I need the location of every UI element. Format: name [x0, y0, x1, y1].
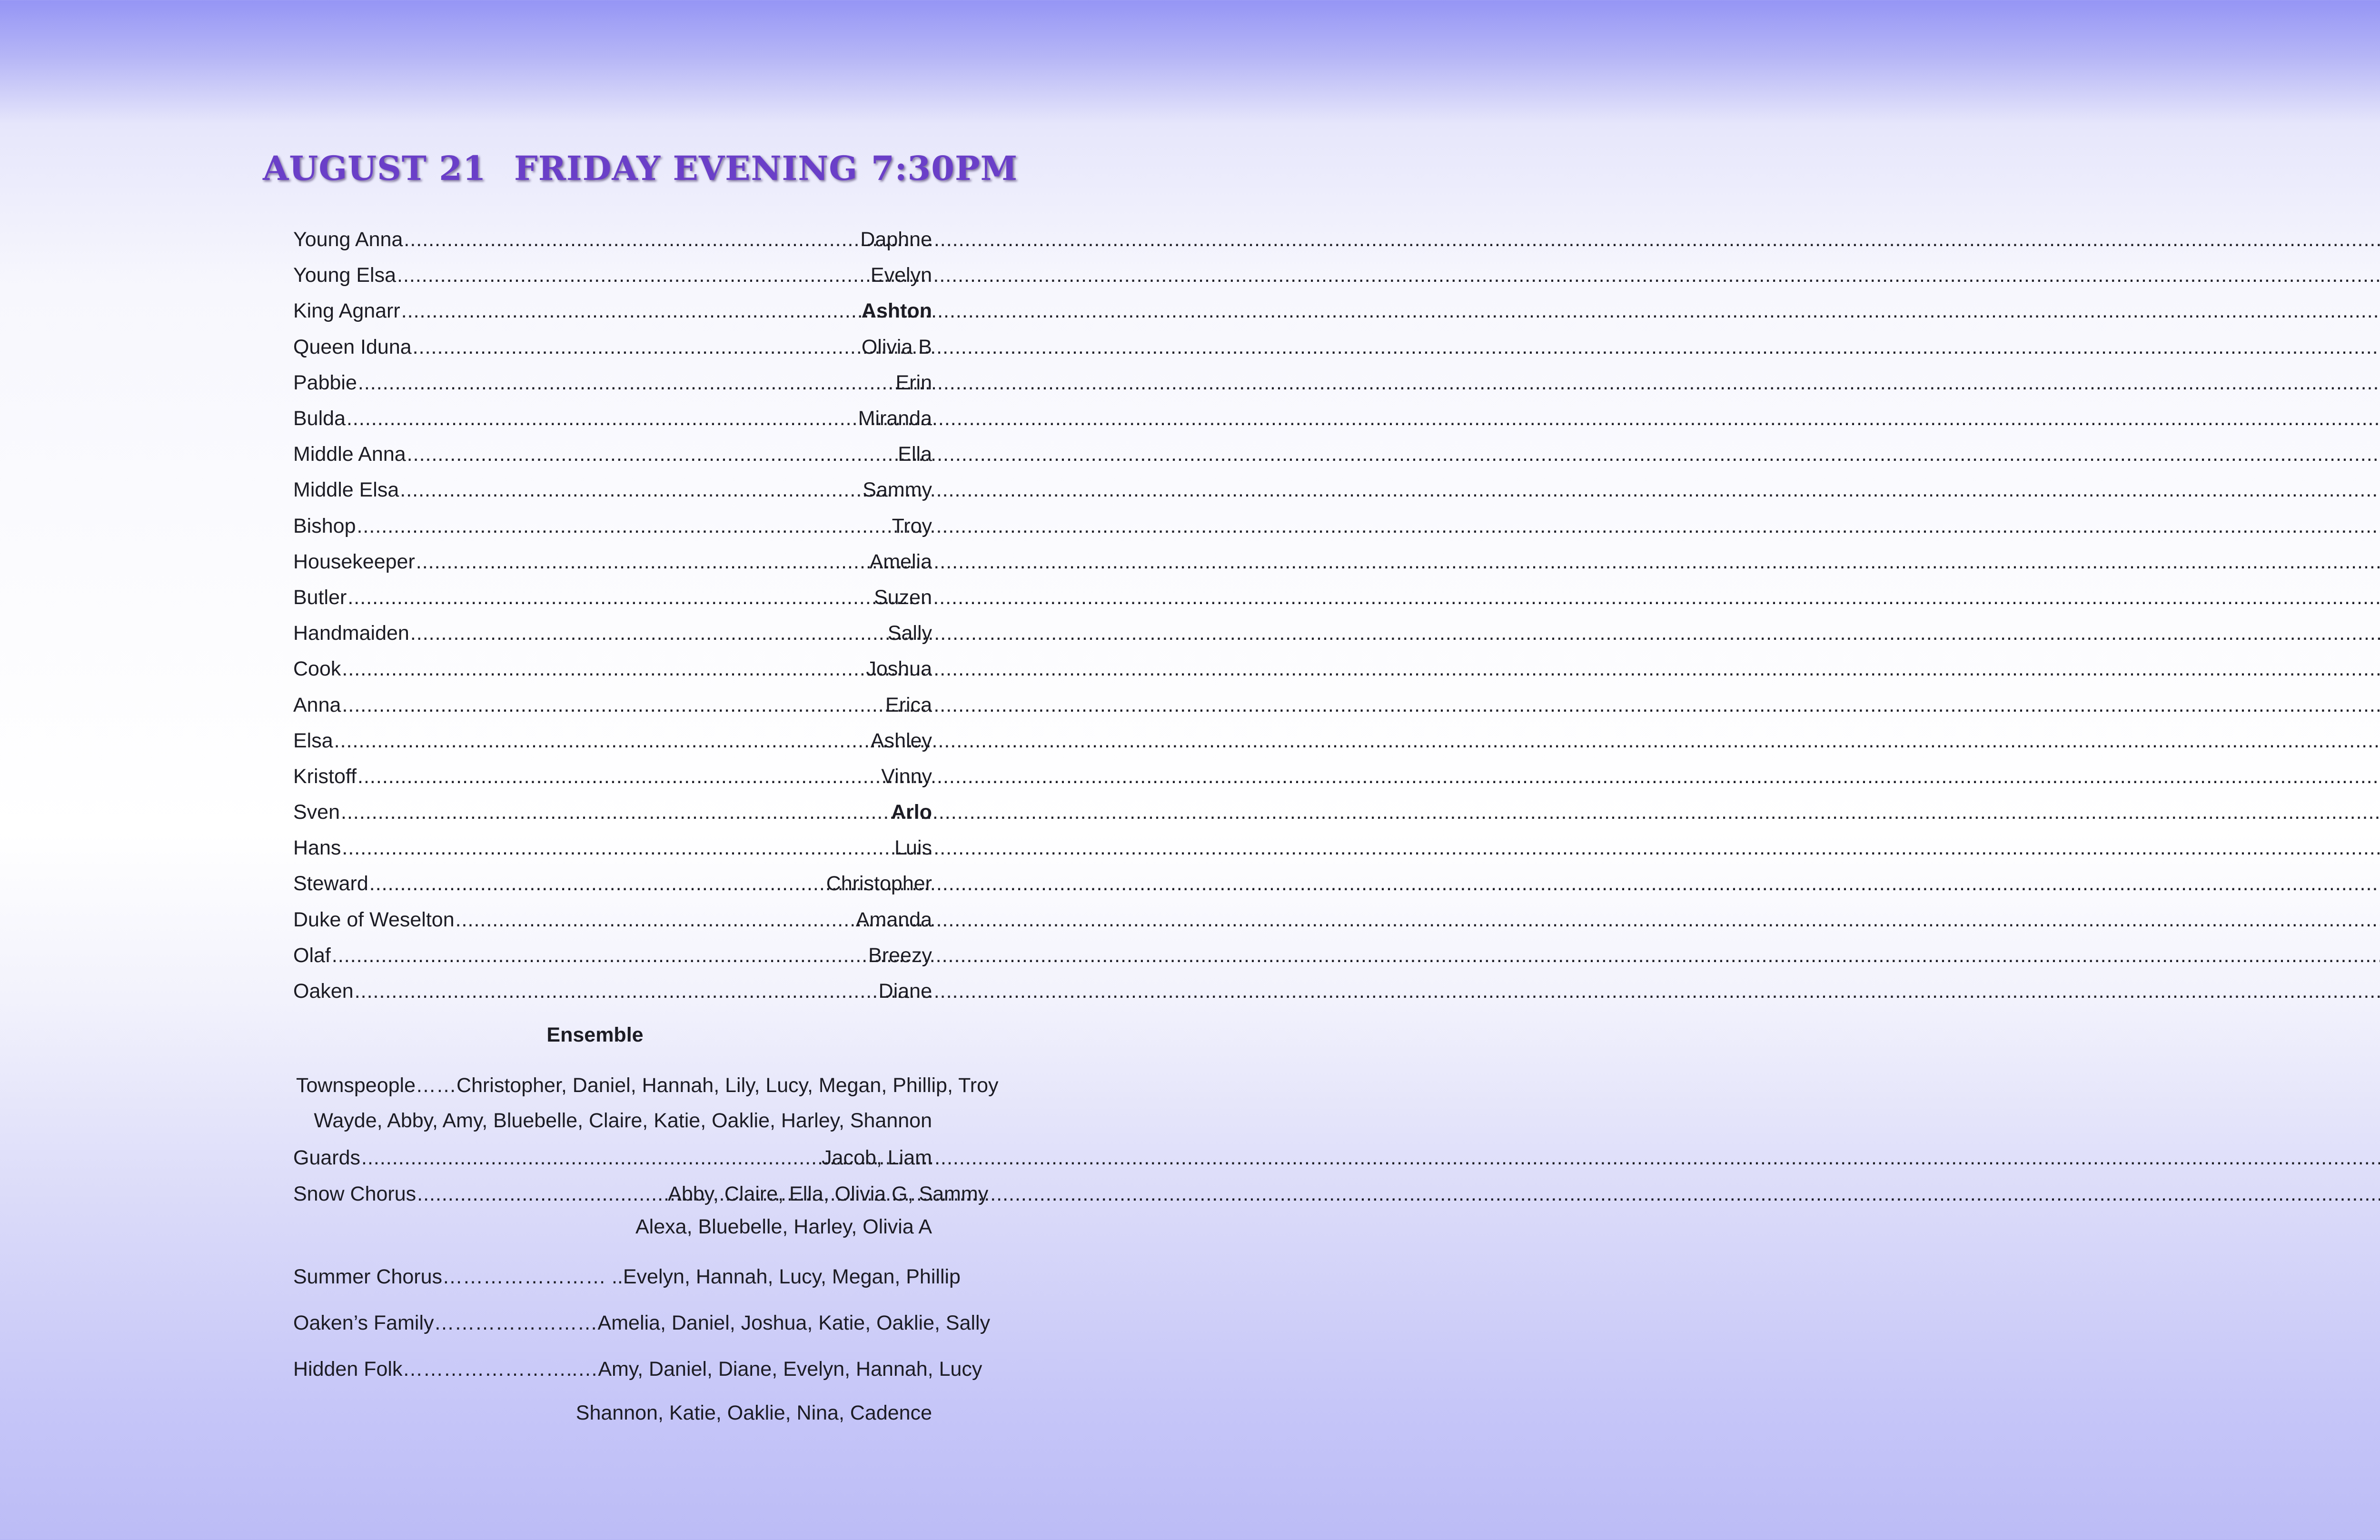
- cast-row: [293, 258, 932, 293]
- actor-name: Amanda: [855, 908, 932, 931]
- ensemble-group-label: Townspeople……: [296, 1073, 457, 1097]
- ensemble-group-label: Guards: [293, 1146, 361, 1169]
- actor-name: Ashton: [861, 299, 932, 323]
- role-name: Housekeeper: [293, 550, 415, 573]
- performance-time: 7:30PM: [871, 149, 1018, 188]
- dot-leader: [342, 836, 893, 860]
- role-name: King Agnarr: [293, 299, 400, 323]
- ensemble-guards-row: [293, 1143, 932, 1172]
- dot-leader: [361, 1146, 821, 1170]
- cast-row: [293, 866, 932, 902]
- dot-leader: [355, 980, 878, 1003]
- dot-leader: [416, 550, 869, 574]
- role-name: Middle Anna: [293, 443, 406, 466]
- cast-row: [293, 401, 932, 437]
- cast-row: [293, 437, 932, 472]
- dot-leader: [417, 1182, 667, 1206]
- ensemble-actors: Christopher, Daniel, Hannah, Lily, Lucy, Megan, Phillip, Troy: [456, 1073, 999, 1097]
- actor-name: Luis: [894, 836, 932, 860]
- cast-row: [293, 974, 932, 1009]
- ensemble-actors: Abby, Claire, Ella, Olivia G, Sammy: [668, 1182, 989, 1205]
- ensemble-heading: Ensemble: [546, 1023, 644, 1046]
- cast-row: [293, 365, 932, 401]
- dot-leader: [334, 729, 870, 753]
- role-name: Cook: [293, 657, 341, 681]
- role-name: Duke of Weselton: [293, 908, 455, 931]
- dot-leader: [357, 515, 891, 538]
- cast-list: [293, 222, 932, 1009]
- role-name: Handmaiden: [293, 622, 409, 645]
- role-name: Young Elsa: [293, 264, 396, 287]
- performance-date: AUGUST 21: [263, 149, 486, 188]
- cast-row: [293, 830, 932, 866]
- role-name: Anna: [293, 693, 341, 716]
- dot-leader: [358, 371, 895, 395]
- actor-name: Ashley: [870, 729, 932, 752]
- ellipsis-leader: ……………………..…: [402, 1357, 598, 1381]
- cast-row: [293, 508, 932, 544]
- actor-name: Arlo: [891, 801, 932, 824]
- role-name: Sven: [293, 801, 340, 824]
- actor-name: Christopher: [826, 872, 932, 895]
- actor-name: Amelia: [869, 550, 932, 573]
- role-name: Middle Elsa: [293, 478, 399, 502]
- actor-name: Daphne: [860, 228, 932, 251]
- ensemble-actors: Jacob, Liam: [822, 1146, 932, 1169]
- ensemble-summer-chorus-row: [293, 1262, 961, 1291]
- cast-row: [293, 902, 932, 938]
- cast-row: [293, 687, 932, 723]
- dot-leader: [347, 407, 857, 430]
- ellipsis-leader: …………………… ..: [442, 1265, 623, 1288]
- cast-row: [293, 795, 932, 830]
- cast-row: [293, 329, 932, 365]
- ensemble-townspeople-continuation: Wayde, Abby, Amy, Bluebelle, Claire, Katie, Oaklie, Harley, Shannon: [314, 1109, 932, 1132]
- ensemble-actors: Amy, Daniel, Diane, Evelyn, Hannah, Lucy: [598, 1357, 982, 1381]
- ensemble-actors: Evelyn, Hannah, Lucy, Megan, Phillip: [623, 1265, 961, 1288]
- cast-row: [293, 616, 932, 651]
- actor-name: Erica: [885, 693, 932, 716]
- cast-row: [293, 544, 932, 580]
- actor-name: Erin: [895, 371, 932, 394]
- ensemble-oakens-family-row: [293, 1309, 991, 1337]
- cast-row: [293, 472, 932, 508]
- actor-name: Miranda: [858, 407, 932, 430]
- dot-leader: [342, 657, 865, 681]
- role-name: Butler: [293, 586, 347, 609]
- dot-leader: [410, 622, 887, 645]
- dot-leader: [407, 443, 897, 466]
- ensemble-hidden-folk-row: [293, 1355, 982, 1383]
- ensemble-group-label: Snow Chorus: [293, 1182, 416, 1205]
- dot-leader: [332, 944, 867, 967]
- cast-row: [293, 723, 932, 759]
- role-name: Pabbie: [293, 371, 357, 394]
- role-name: Oaken: [293, 980, 354, 1003]
- actor-name: Suzen: [874, 586, 932, 609]
- cast-row: [293, 651, 932, 687]
- ensemble-group-label: Hidden Folk: [293, 1357, 403, 1381]
- dot-leader: [400, 478, 862, 502]
- actor-name: Sally: [887, 622, 932, 645]
- ensemble-snow-chorus-row: [293, 1180, 989, 1208]
- role-name: Bulda: [293, 407, 346, 430]
- cast-row: [293, 759, 932, 795]
- role-name: Bishop: [293, 514, 356, 537]
- actor-name: Breezy: [868, 944, 932, 967]
- ensemble-snow-chorus-continuation: Alexa, Bluebelle, Harley, Olivia A: [635, 1215, 932, 1238]
- role-name: Kristoff: [293, 765, 357, 788]
- performance-header: [0, 149, 1190, 196]
- actor-name: Vinny: [881, 765, 932, 788]
- ensemble-townspeople-row: [296, 1071, 999, 1100]
- dot-leader: [456, 908, 855, 932]
- dot-leader: [347, 586, 873, 609]
- dot-leader: [369, 872, 825, 895]
- ensemble-group-label: Oaken’s Family: [293, 1311, 434, 1334]
- role-name: Hans: [293, 836, 341, 860]
- dot-leader: [357, 765, 880, 788]
- dot-leader: [341, 801, 890, 824]
- cast-row: [293, 222, 932, 258]
- role-name: Queen Iduna: [293, 335, 412, 358]
- ellipsis-leader: ……………………: [434, 1311, 598, 1334]
- dot-leader: [401, 299, 861, 323]
- cast-row: [293, 938, 932, 974]
- role-name: Olaf: [293, 944, 331, 967]
- cast-row: [293, 293, 932, 329]
- ensemble-hidden-folk-continuation: Shannon, Katie, Oaklie, Nina, Cadence: [575, 1401, 932, 1424]
- actor-name: Evelyn: [870, 264, 932, 287]
- actor-name: Olivia B: [861, 335, 932, 358]
- ensemble-actors: Amelia, Daniel, Joshua, Katie, Oaklie, Sally: [597, 1311, 991, 1334]
- actor-name: Sammy: [863, 478, 932, 502]
- role-name: Elsa: [293, 729, 333, 752]
- dot-leader: [342, 694, 884, 717]
- cast-row: [293, 580, 932, 616]
- role-name: Steward: [293, 872, 368, 895]
- role-name: Young Anna: [293, 228, 403, 251]
- dot-leader: [404, 228, 859, 251]
- actor-name: Troy: [892, 514, 932, 537]
- dot-leader: [397, 264, 870, 287]
- actor-name: Ella: [898, 443, 932, 466]
- ensemble-group-label: Summer Chorus: [293, 1265, 443, 1288]
- performance-day: FRIDAY EVENING: [514, 149, 858, 188]
- actor-name: Diane: [878, 980, 932, 1003]
- actor-name: Joshua: [866, 657, 932, 681]
- dot-leader: [413, 336, 861, 359]
